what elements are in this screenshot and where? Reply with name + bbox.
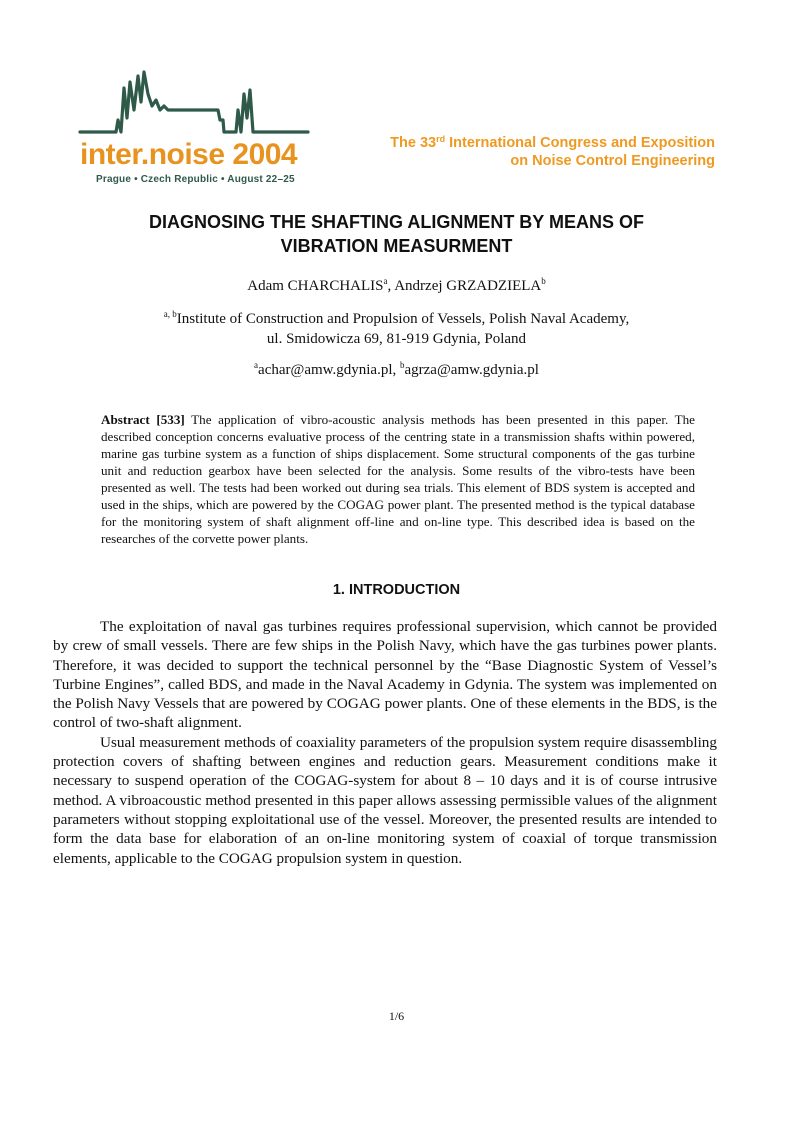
affiliation: $^{a, b}$Institute of Construction and Propulsion of Vessels, Polish Naval Academy, ul. Smidowicza 69, 81-919 Gdynia, Poland: [163, 309, 630, 347]
logo-wordmark: inter.noise 2004: [80, 138, 298, 171]
congress-line-1: The 33rd International Congress and Exposition: [390, 134, 715, 151]
section-heading: 1. INTRODUCTION: [332, 582, 461, 598]
congress-line-2: on Noise Control Engineering: [510, 153, 715, 169]
email-2: agrza@amw.gdynia.pl: [404, 362, 539, 378]
abstract: [101, 411, 695, 547]
author-emails: $^a$achar@amw.gdynia.pl, $^b$agrza@amw.gdynia.pl: [254, 360, 539, 378]
congress-banner: [315, 134, 715, 170]
skyline-waveform-icon: [78, 70, 310, 140]
email-1: achar@amw.gdynia.pl: [258, 362, 393, 378]
abstract-label: Abstract [533]: [101, 412, 185, 427]
paragraph: The exploitation of naval gas turbines requires professional supervision, which cannot be provided by crew of small vessels. There are few ships in the Polish Navy, which have the gas turbines power plants. Therefore, it was decided to support the technical personnel by the “Base Diagnostic System of Vessel’s Turbine Engines”, called BDS, and made in the Naval Academy in Gdynia. The system was implemented on the Polish Navy Vessels that are powered by COGAG power plants. One of these elements in the BDS, is the control of two-shaft alignment.: [53, 618, 717, 732]
abstract-text: The application of vibro-acoustic analysis methods has been presented in this paper. The described conception concerns evaluative process of the centring state in a transmission shafts within powered, marine gas turbine system as a function of ships displacement. Some structural components of the gas turbine unit and reduction gearbox have been selected for the analysis. Some results of the vibro-tests have been presented as well. The tests had been worked out during sea trials. This element of BDS system is accepted and used in the ships, which are powered by the COGAG power plant. The presented method is the typical database for the monitoring system of shaft alignment off-line and on-line type. This described idea is based on the researches of the corvette power plants.: [101, 412, 695, 546]
section-body: [53, 617, 717, 868]
authors: Adam CHARCHALIS$^a$, Andrzej GRZADZIELA$^b$: [247, 276, 546, 294]
paragraph: Usual measurement methods of coaxiality parameters of the propulsion system require disassembling protection covers of shafting between engines and reduction gears. Measurement conditions make it necessary to suspend operation of the COGAG-system for about 8 – 10 days and it is of course intrusive method. A vibroacoustic method presented in this paper allows assessing permissible values of the alignment parameters without stopping exploitational use of the vessel. Moreover, the presented results are intended to form the data base for elaboration of an on-line monitoring system of coaxial of torque transmission elements, applicable to the COGAG propulsion system in question.: [53, 733, 717, 867]
conference-logo: [78, 70, 310, 190]
paper-title: [60, 210, 733, 258]
page-number: 1/6: [388, 1009, 405, 1023]
title-line-1: DIAGNOSING THE SHAFTING ALIGNMENT BY MEANS OF: [148, 212, 644, 232]
logo-tagline: Prague • Czech Republic • August 22–25: [96, 174, 295, 185]
title-line-2: VIBRATION MEASURMENT: [280, 236, 513, 256]
